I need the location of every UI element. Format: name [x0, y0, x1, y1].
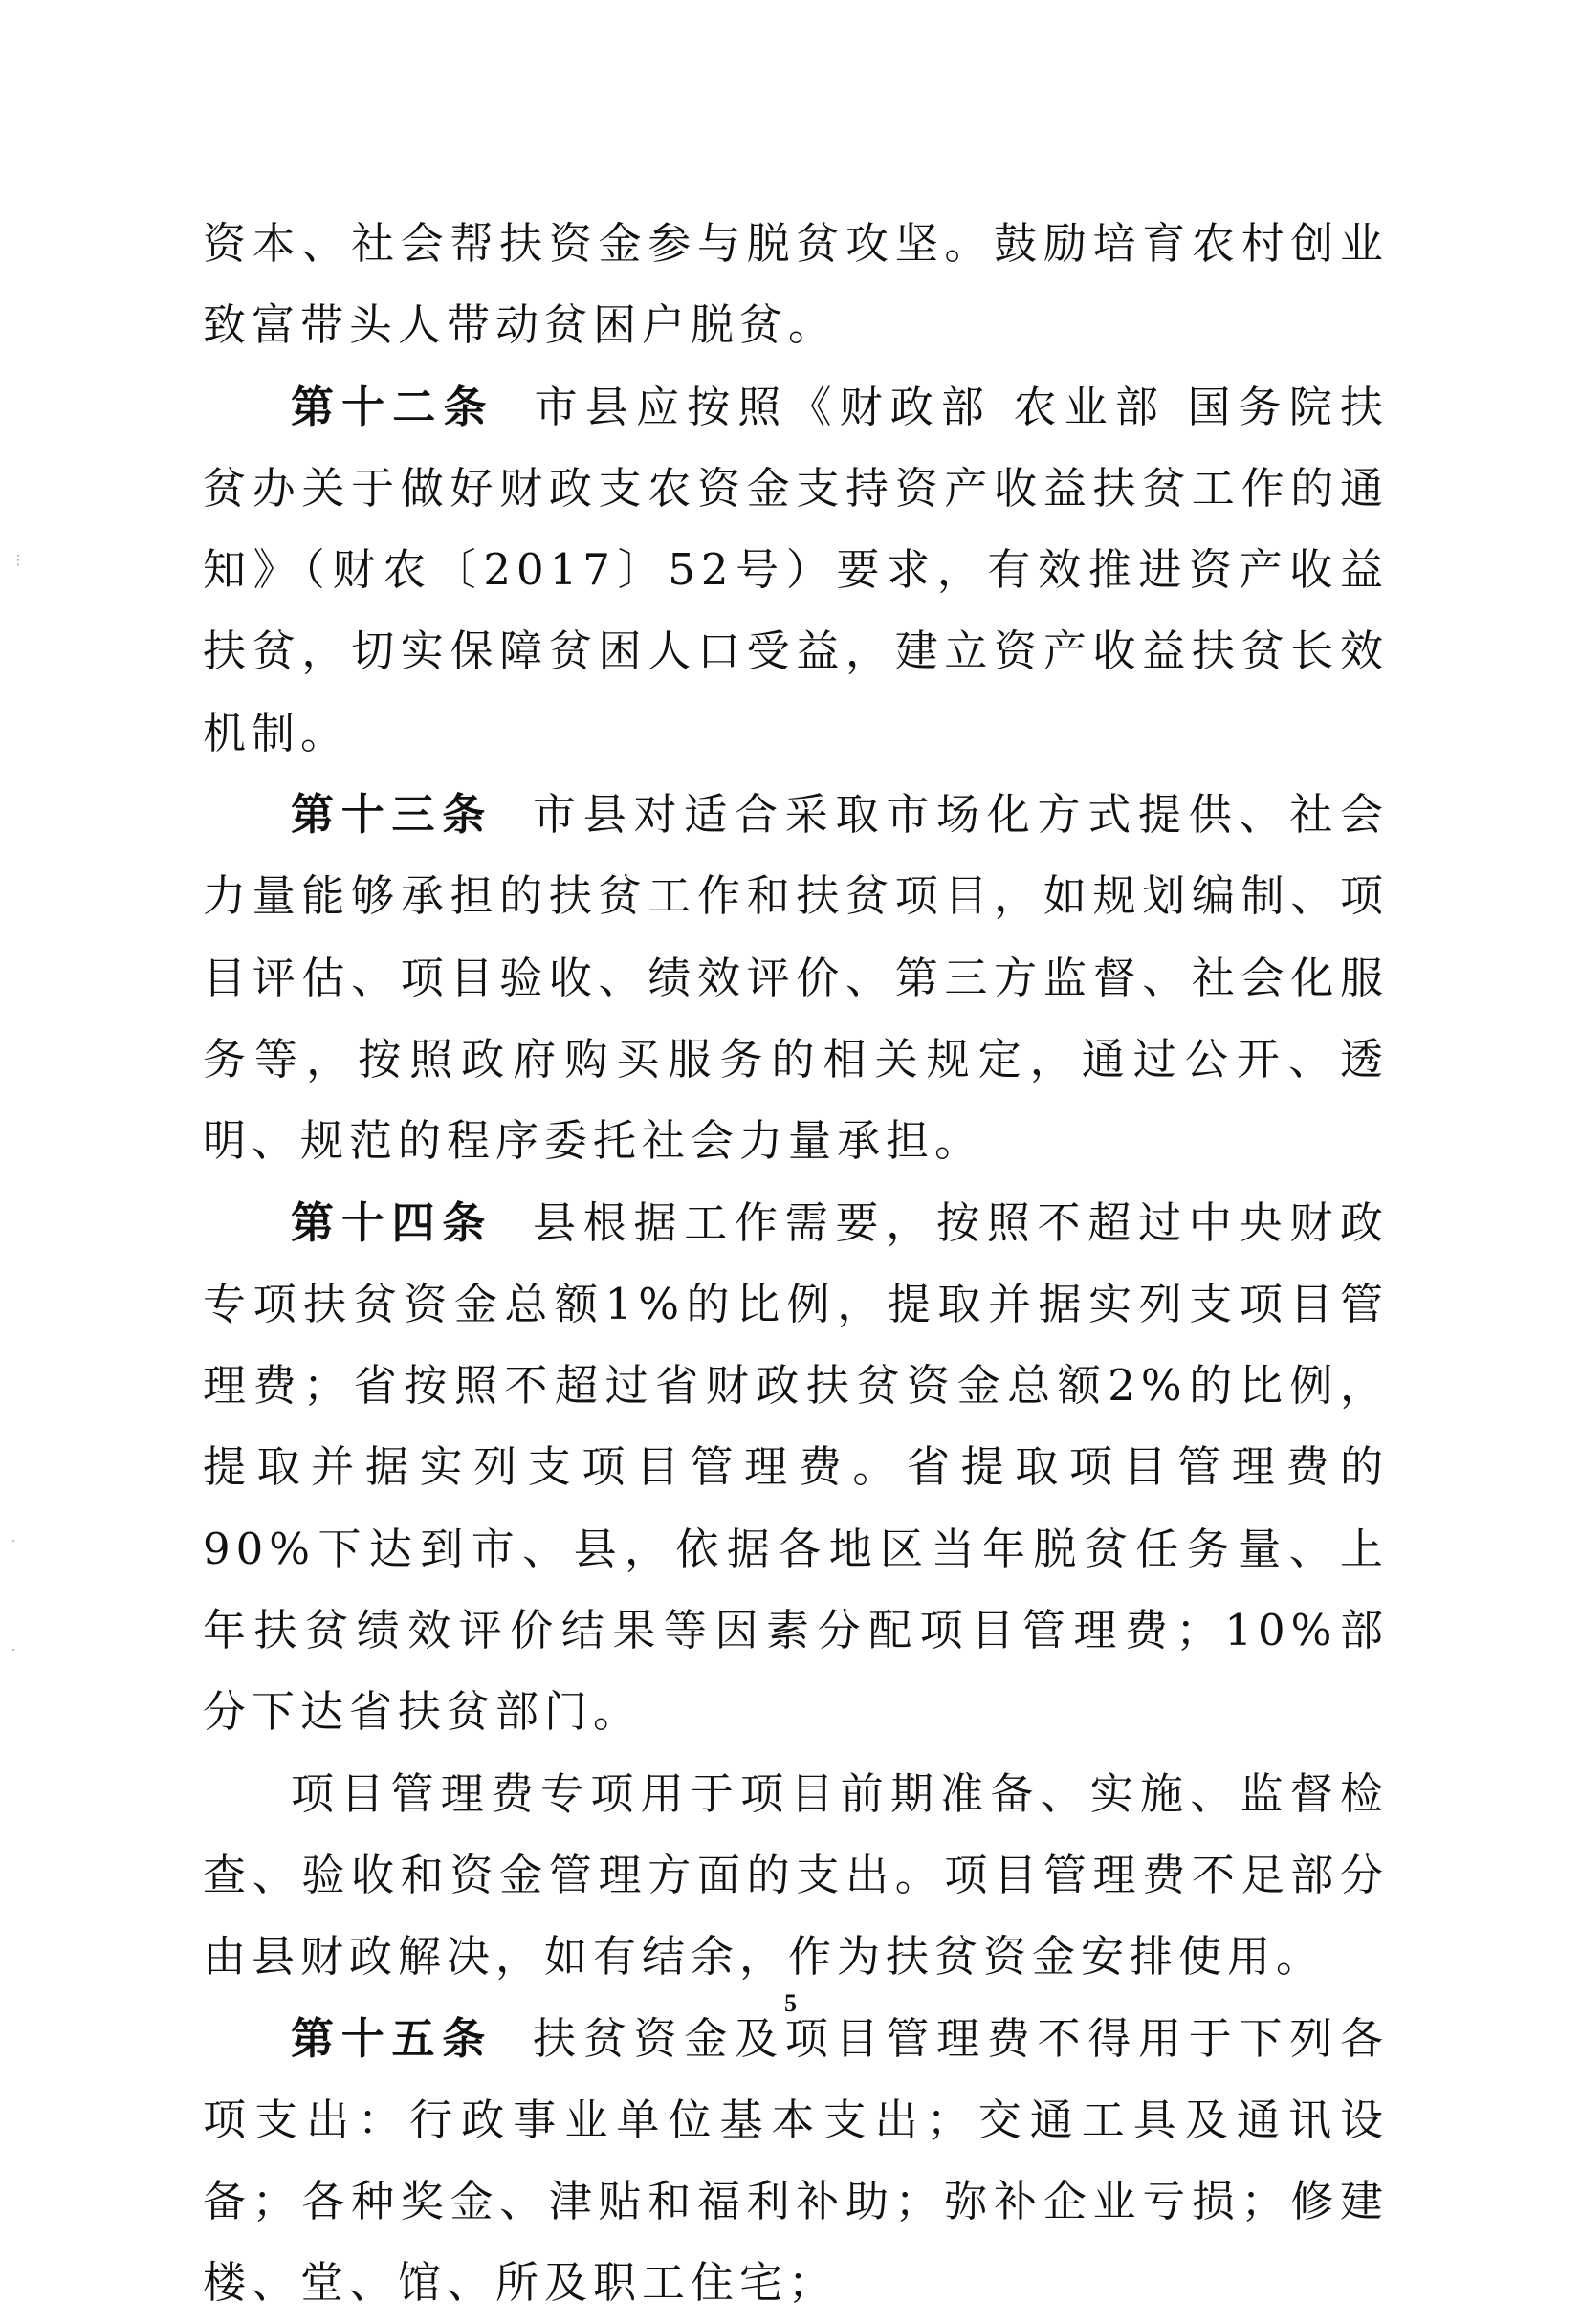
article-text: 县根据工作需要，按照不超过中央财政专项扶贫资金总额1%的比例，提取并据实列支项目管理费；省按照不超过省财政扶贫资金总额2%的比例，提取并据实列支项目管理费。省提取项目管理费的90%下达到市、县，依据各地区当年脱贫任务量、上年扶贫绩效评价结果等因素分配项目管理费；10%部分下达省扶贫部门。 — [203, 1196, 1389, 1738]
scan-speck: · — [11, 1643, 16, 1658]
article-12 — [203, 366, 1389, 774]
article-text: 市县应按照《财政部 农业部 国务院扶贫办关于做好财政支农资金支持资产收益扶贫工作的通知》（财农〔2017〕52号）要求，有效推进资产收益扶贫，切实保障贫困人口受益，建立资产收益扶贫长效机制。 — [203, 381, 1389, 758]
article-title: 第十五条 — [291, 2012, 493, 2064]
article-title: 第十二条 — [291, 381, 494, 432]
article-14 — [203, 1182, 1389, 1753]
page-number: 5 — [784, 1989, 797, 2017]
scan-speck: · — [11, 1534, 16, 1549]
scan-speck: ⋮ — [11, 553, 25, 568]
article-13 — [203, 774, 1389, 1181]
paragraph — [203, 203, 1389, 366]
article-text: 市县对适合采取市场化方式提供、社会力量能够承担的扶贫工作和扶贫项目，如规划编制、项目评估、项目验收、绩效评价、第三方监督、社会化服务等，按照政府购买服务的相关规定，通过公开、透明、规范的程序委托社会力量承担。 — [203, 789, 1389, 1167]
paragraph — [203, 1753, 1389, 1998]
article-text: 扶贫资金及项目管理费不得用于下列各项支出：行政事业单位基本支出；交通工具及通讯设备；各种奖金、津贴和福利补助；弥补企业亏损；修建楼、堂、馆、所及职工住宅； — [203, 2012, 1389, 2309]
article-15 — [203, 1998, 1389, 2324]
article-title: 第十四条 — [291, 1196, 493, 1248]
paragraph-text: 项目管理费专项用于项目前期准备、实施、监督检查、验收和资金管理方面的支出。项目管理费不足部分由县财政解决，如有结余，作为扶贫资金安排使用。 — [203, 1767, 1389, 1983]
paragraph-text: 资本、社会帮扶资金参与脱贫攻坚。鼓励培育农村创业致富带头人带动贫困户脱贫。 — [203, 218, 1389, 351]
article-title: 第十三条 — [291, 789, 493, 841]
